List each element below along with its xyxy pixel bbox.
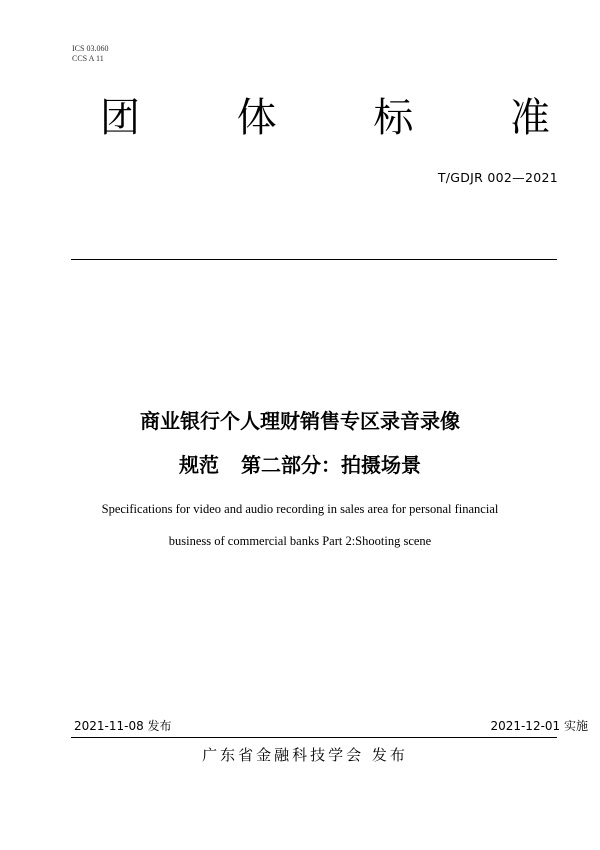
doc-type-char: 准 [509,95,550,141]
ccs-code: CCS A 11 [72,54,104,63]
english-title-line-2: business of commercial banks Part 2:Shooting scene [168,534,432,548]
doc-type-char: 体 [236,95,277,141]
top-divider [71,259,557,260]
classification-codes [72,44,108,64]
implementation-date: 2021-12-01 实施 [490,719,588,733]
document-type-heading [90,92,560,144]
doc-type-char: 团 [100,95,140,141]
doc-type-char: 标 [373,95,414,141]
english-title-line-1: Specifications for video and audio recording in sales area for personal financial [101,502,499,516]
publisher: 广东省金融科技学会 发布 [202,746,408,764]
standard-number: T/GDJR 002—2021 [437,170,558,185]
chinese-title-line-1: 商业银行个人理财销售专区录音录像 [140,409,460,433]
release-date: 2021-11-08 发布 [74,719,172,733]
ics-code: ICS 03.060 [72,44,109,53]
bottom-divider [71,737,557,738]
chinese-title-part-a: 规范 [179,453,219,477]
chinese-title-part-b: 第二部分：拍摄场景 [241,453,421,477]
chinese-title-line-2 [0,450,600,480]
